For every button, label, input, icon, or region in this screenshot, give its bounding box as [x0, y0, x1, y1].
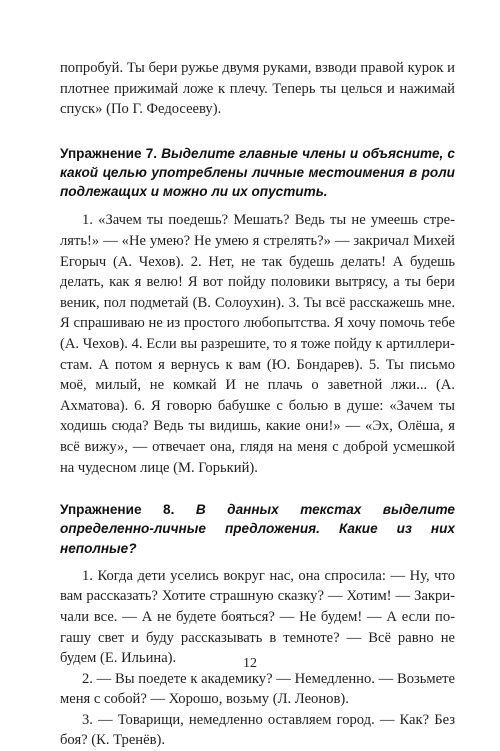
exercise-8-heading [60, 500, 455, 558]
exercise-7-text: 1. «Зачем ты поедешь? Мешать? Ведь ты не умеешь стрелять!» — «Не умею? Не умею я стрелять?» — закричал Михей Егорыч (А. Чехов). 2. Нет, не так будешь делать! А будешь делать, как я велю! Я вот пойду половики вытрясу, а ты бери веник, пол подметай (В. Солоухин). 3. Ты всё расскажешь мне. Я спрашиваю не из простого любопытства. Я хочу помочь тебе (А. Чехов). 4. Если вы разрешите, то я тоже пойду к артиллеристам. А потом я вернусь к вам (Ю. Бондарев). 5. Ты письмо моё, милый, не комкай И не плачь о заветной лжи... (А. Ахматова). 6. Я говорю бабушке с болью в душе: «Зачем ты ходишь сюда? Ведь ты видишь, какие они!» — «Эх, Олёша, я всё вижу», — отвечает она, глядя на меня с доброй усмешкой на чудесном лице (М. Горький). [60, 212, 455, 476]
exercise-7-task: Выделите главные члены и объясните, с какой целью употреблены личные местоимения в роли подлежащих и можно ли их опустить. [60, 145, 455, 200]
exercise-7-number: Упражнение 7. [60, 145, 158, 161]
exercise-7-heading [60, 144, 455, 202]
exercise-8-number: Упражнение 8. [60, 502, 175, 518]
exercise-8-item: 3. — Товарищи, немедленно оставляем город. — Как? Без боя? (К. Тренёв). [60, 711, 455, 749]
intro-paragraph: попробуй. Ты бери ружье двумя руками, взводи правой курок и плотнее прижимай ложе к плечу. Теперь ты целься и нажимай спуск» (По Г. Федосееву). [60, 60, 455, 118]
exercise-8-item: 2. — Вы поедете к академику? — Немедленно. — Возьмете меня с собой? — Хорошо, возьму (Л. Леонов). [60, 670, 455, 708]
exercise-8-task: В данных текстах выделите определенно-личные предложения. Какие из них неполные? [60, 502, 455, 556]
exercise-8-item: 1. Когда дети уселись вокруг нас, она спросила: — Ну, что вам рассказать? Хотите страшную сказку? — Хотим! — Закричали все. — А не будете бояться? — Не будем! — А если погашу свет и буду рассказывать в темноте? — Всё равно не будем (Е. Ильина). [60, 567, 455, 667]
page-number: 12 [243, 656, 257, 671]
page-content [60, 58, 455, 751]
